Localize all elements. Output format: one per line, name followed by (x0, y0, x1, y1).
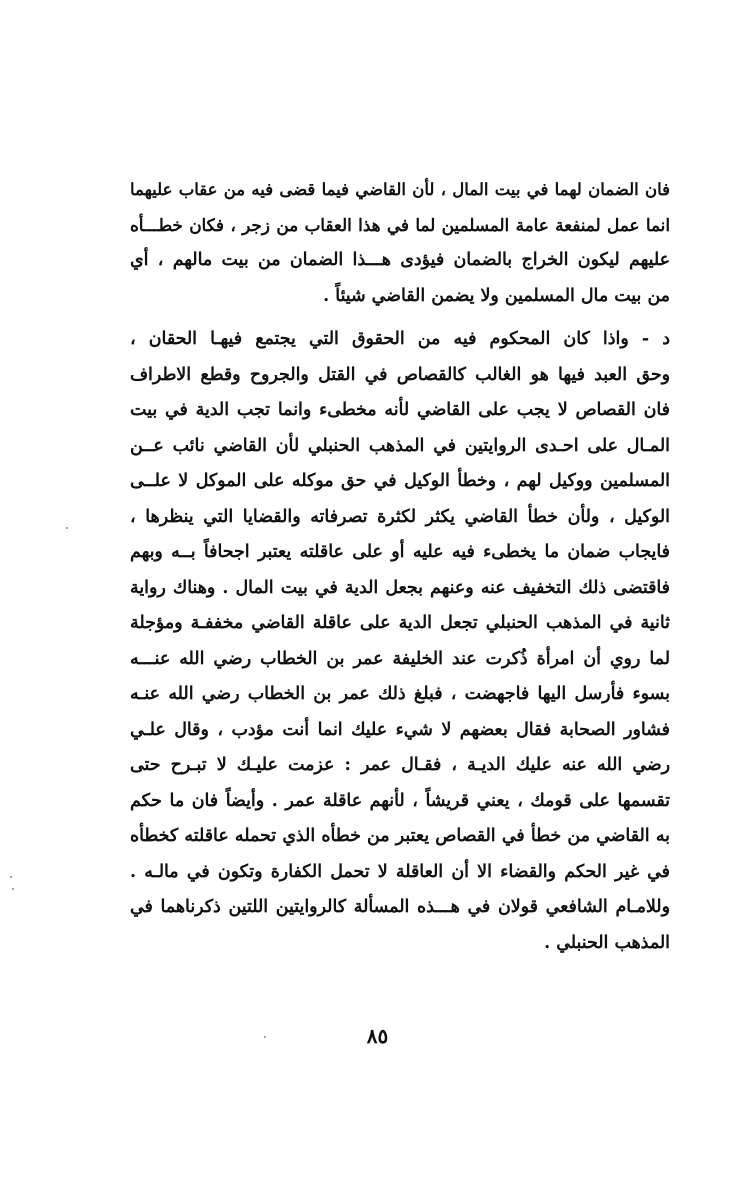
text-line: فان القصاص لا يجب على القاضي لأنه مخطىء وانما تجب الدية في بيت (130, 400, 670, 420)
text-line: فاقتضى ذلك التخفيف عنه وعنهم بجعل الدية في بيت المال . وهناك رواية (130, 577, 670, 598)
page-number: ٨٥ (366, 1024, 389, 1048)
text-line: فشاور الصحابة فقال بعضهم لا شيء عليك انما أنت مؤدب ، وقال علـي (130, 719, 670, 740)
text-line: في غير الحكم والقضاء الا أن العاقلة لا تحمل الكفارة وتكون في مالـه . (130, 861, 670, 882)
scan-speck (10, 876, 12, 878)
scan-speck (66, 527, 68, 529)
text-line: بسوء فأرسل اليها فاجهضت ، فبلغ ذلك عمر بن الخطاب رضي الله عنـه (130, 684, 670, 704)
text-line: تقسمها على قومك ، يعني قريشاً ، لأنهم عاقلة عمر . وأيضاً فان ما حكم (130, 790, 670, 811)
text-line: المـال على احـدى الروايتين في المذهب الحنبلي لأن القاضي نائب عــن (130, 435, 670, 456)
scan-speck (264, 1036, 266, 1038)
text-line: المذهب الحنبلي . (544, 932, 670, 953)
text-line: وللامـام الشافعي قولان في هـــذه المسألة كالروايتين اللتين ذكرناهما في (130, 897, 670, 917)
text-line: من بيت مال المسلمين ولا يضمن القاضي شيئاً . (323, 285, 670, 306)
text-line: ثانية في المذهب الحنبلي تجعل الدية على عاقلة القاضي مخففـة ومؤجلة (130, 613, 670, 633)
text-line: الوكيل ، ولأن خطأ القاضي يكثر لكثرة تصرفاته والقضايا التي ينظرها ، (130, 506, 670, 527)
text-line: د - واذا كان المحكوم فيه من الحقوق التي يجتمع فيهـا الحقان ، (130, 329, 670, 349)
text-line: لما روي أن امرأة ذُكرت عند الخليفة عمر بن الخطاب رضي الله عنـــه (130, 648, 670, 669)
text-line: وحق العبد فيها هو الغالب كالقصاص في القتل والجروح وقطع الاطراف (130, 364, 670, 385)
text-line: انما عمل لمنفعة عامة المسلمين لما في هذا العقاب من زجر ، فكان خطـــأه (130, 214, 670, 235)
text-line: المسلمين ووكيل لهم ، وخطأ الوكيل في حق موكله على الموكل لا علــى (130, 471, 670, 491)
text-line: عليهم ليكون الخراج بالضمان فيؤدى هـــذا الضمان من بيت مالهم ، أي (130, 250, 670, 270)
text-line: رضي الله عنه عليك الديـة ، فقـال عمر : عزمت عليـك لا تبـرح حتى (130, 755, 670, 775)
text-line: فايجاب ضمان ما يخطىء فيه عليه أو على عاقلته يعتبر اجحافاً بــه وبهم (130, 542, 670, 562)
text-line: به القاضي من خطأ في القصاص يعتبر من خطأه الذي تحمله عاقلته كخطأه (130, 826, 670, 846)
scan-speck (12, 888, 14, 890)
paragraph-1 (130, 172, 670, 314)
text-line: فان الضمان لهما في بيت المال ، لأن القاضي فيما قضى فيه من عقاب عليهما (130, 180, 670, 199)
paragraph-2 (130, 322, 670, 961)
